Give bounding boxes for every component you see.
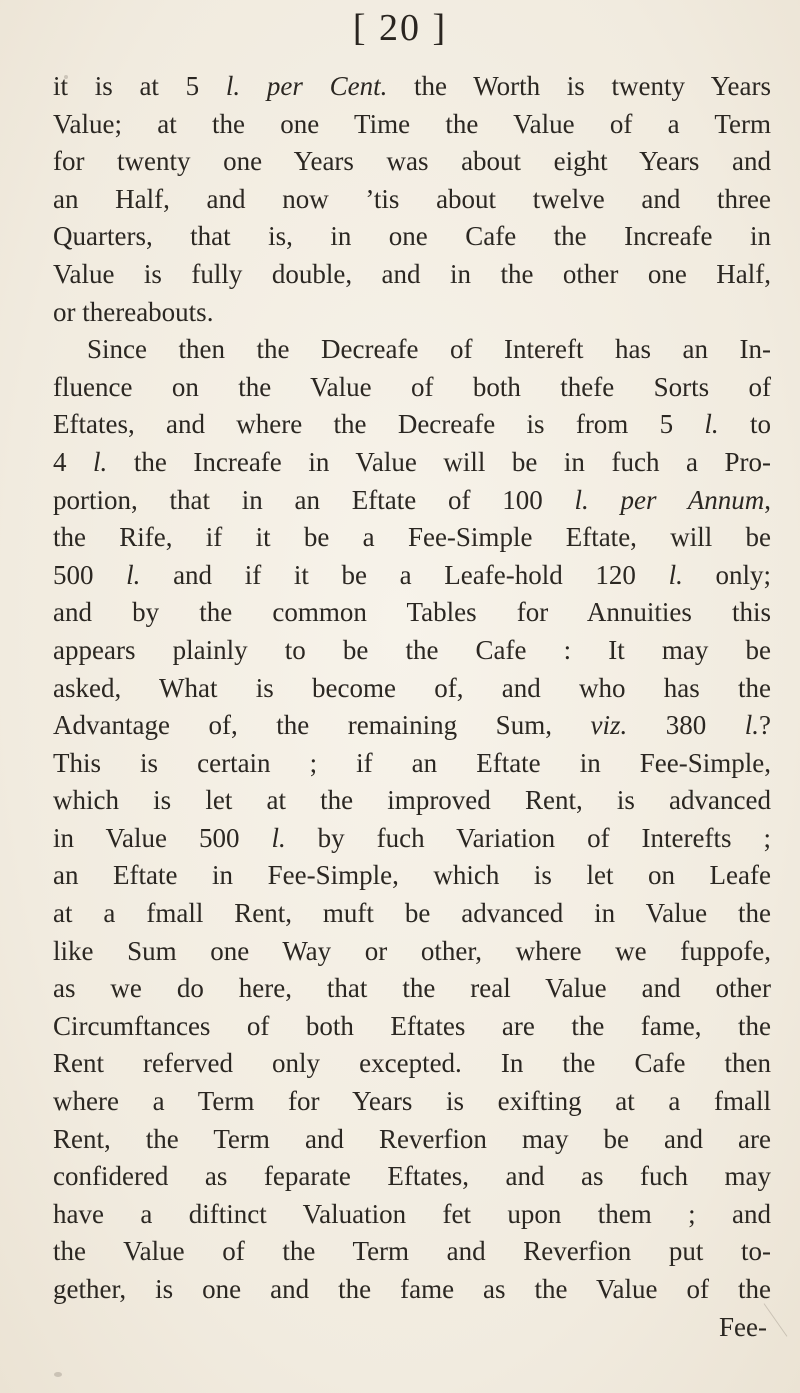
text-run: Eftates, and where the Decreafe is from 5 <box>53 409 705 440</box>
text-line <box>53 745 771 783</box>
text-run: it is at 5 <box>53 71 226 101</box>
text-run: in Value 500 <box>53 822 272 853</box>
text-run: Quarters, that is, in one Cafe the Increafe in <box>53 221 771 252</box>
text-run: Rent referved only excepted. In the Cafe then <box>53 1048 771 1079</box>
text-run: the Increafe in Value will be in fuch a Pro- <box>107 446 771 477</box>
text-line <box>53 1309 771 1347</box>
text-run: only; <box>682 559 771 590</box>
text-line <box>53 594 771 632</box>
text-line <box>53 1158 771 1196</box>
text-run: for twenty one Years was about eight Years and <box>53 146 771 177</box>
italic-run: viz. <box>590 710 628 741</box>
text-line <box>53 256 771 294</box>
text-run: Rent, the Term and Reverfion may be and are <box>53 1123 771 1154</box>
italic-run: l. <box>126 559 141 590</box>
text-run: where a Term for Years is exifting at a fmall <box>53 1086 771 1117</box>
text-run: the Rife, if it be a Fee-Simple Eftate, will be <box>53 522 771 553</box>
text-run: Since then the Decreafe of Intereft has an In- <box>87 334 771 365</box>
text-run: an Half, and now ’tis about twelve and three <box>53 183 771 214</box>
text-line <box>53 970 771 1008</box>
text-run: appears plainly to be the Cafe : It may be <box>53 634 771 665</box>
text-run: fluence on the Value of both thefe Sorts of <box>53 371 771 402</box>
text-run: at a fmall Rent, muft be advanced in Value the <box>53 898 771 929</box>
text-line <box>53 857 771 895</box>
text-run: to <box>718 409 771 440</box>
text-line <box>53 1233 771 1271</box>
text-line <box>53 68 771 106</box>
italic-run: l. <box>744 710 760 741</box>
italic-run: l. per Annum <box>574 484 765 515</box>
text-line <box>53 482 771 520</box>
text-run: and if it be a Leafe-hold 120 <box>140 559 669 590</box>
text-run: ? <box>759 710 771 741</box>
italic-run: l. <box>271 822 286 853</box>
text-run: This is certain ; if an Eftate in Fee-Simple, <box>53 747 771 778</box>
italic-run: l. <box>668 559 683 590</box>
text-line <box>53 218 771 256</box>
text-line <box>53 1271 771 1309</box>
body-text <box>53 68 771 1346</box>
text-run: gether, is one and the fame as the Value of the <box>53 1274 771 1304</box>
text-line <box>53 933 771 971</box>
italic-run: l. <box>704 409 719 440</box>
text-run: an Eftate in Fee-Simple, which is let on Leafe <box>53 860 771 891</box>
text-line <box>53 444 771 482</box>
text-line <box>53 895 771 933</box>
text-line <box>53 632 771 670</box>
text-run: 380 <box>627 710 745 741</box>
text-line <box>53 1196 771 1234</box>
text-run: portion, that in an Eftate of 100 <box>53 484 575 515</box>
page-number: [ 20 ] <box>352 7 448 49</box>
text-run: Advantage of, the remaining Sum, <box>53 710 591 741</box>
text-run: or thereabouts. <box>53 296 214 327</box>
text-line <box>53 670 771 708</box>
text-run: 500 <box>53 559 127 590</box>
text-run: the Value of the Term and Reverfion put to- <box>53 1236 771 1267</box>
text-line <box>53 1121 771 1159</box>
text-run: , <box>764 484 771 515</box>
text-run: by fuch Variation of Interefts ; <box>285 822 771 853</box>
text-run: Fee- <box>719 1311 767 1342</box>
text-line <box>53 331 771 369</box>
text-run: Circumftances of both Eftates are the fame, the <box>53 1010 771 1041</box>
paper-speck <box>64 75 68 79</box>
italic-run: l. per Cent. <box>225 71 388 101</box>
text-run: have a diftinct Valuation fet upon them ; and <box>53 1198 771 1229</box>
text-run: and by the common Tables for Annuities this <box>53 597 771 628</box>
text-line <box>53 519 771 557</box>
text-run: 4 <box>53 446 94 477</box>
text-line <box>53 1045 771 1083</box>
text-run: Value; at the one Time the Value of a Term <box>53 108 771 139</box>
text-run: which is let at the improved Rent, is advanced <box>53 785 771 816</box>
text-line <box>53 707 771 745</box>
paper-speck <box>54 1372 62 1377</box>
text-run: asked, What is become of, and who has the <box>53 672 771 703</box>
italic-run: l. <box>93 446 108 477</box>
text-line <box>53 406 771 444</box>
text-run: as we do here, that the real Value and other <box>53 973 771 1004</box>
text-line <box>53 1008 771 1046</box>
text-line <box>53 557 771 595</box>
text-run: like Sum one Way or other, where we fuppofe, <box>53 935 771 966</box>
text-line <box>53 820 771 858</box>
text-line <box>53 143 771 181</box>
text-run: the Worth is twenty Years <box>387 71 771 101</box>
text-line <box>53 181 771 219</box>
text-line <box>53 782 771 820</box>
text-run: Value is fully double, and in the other one Half, <box>53 258 771 289</box>
text-line <box>53 1083 771 1121</box>
text-line <box>53 369 771 407</box>
text-line <box>53 106 771 144</box>
text-run: confidered as feparate Eftates, and as fuch may <box>53 1161 771 1192</box>
text-line <box>53 294 771 332</box>
